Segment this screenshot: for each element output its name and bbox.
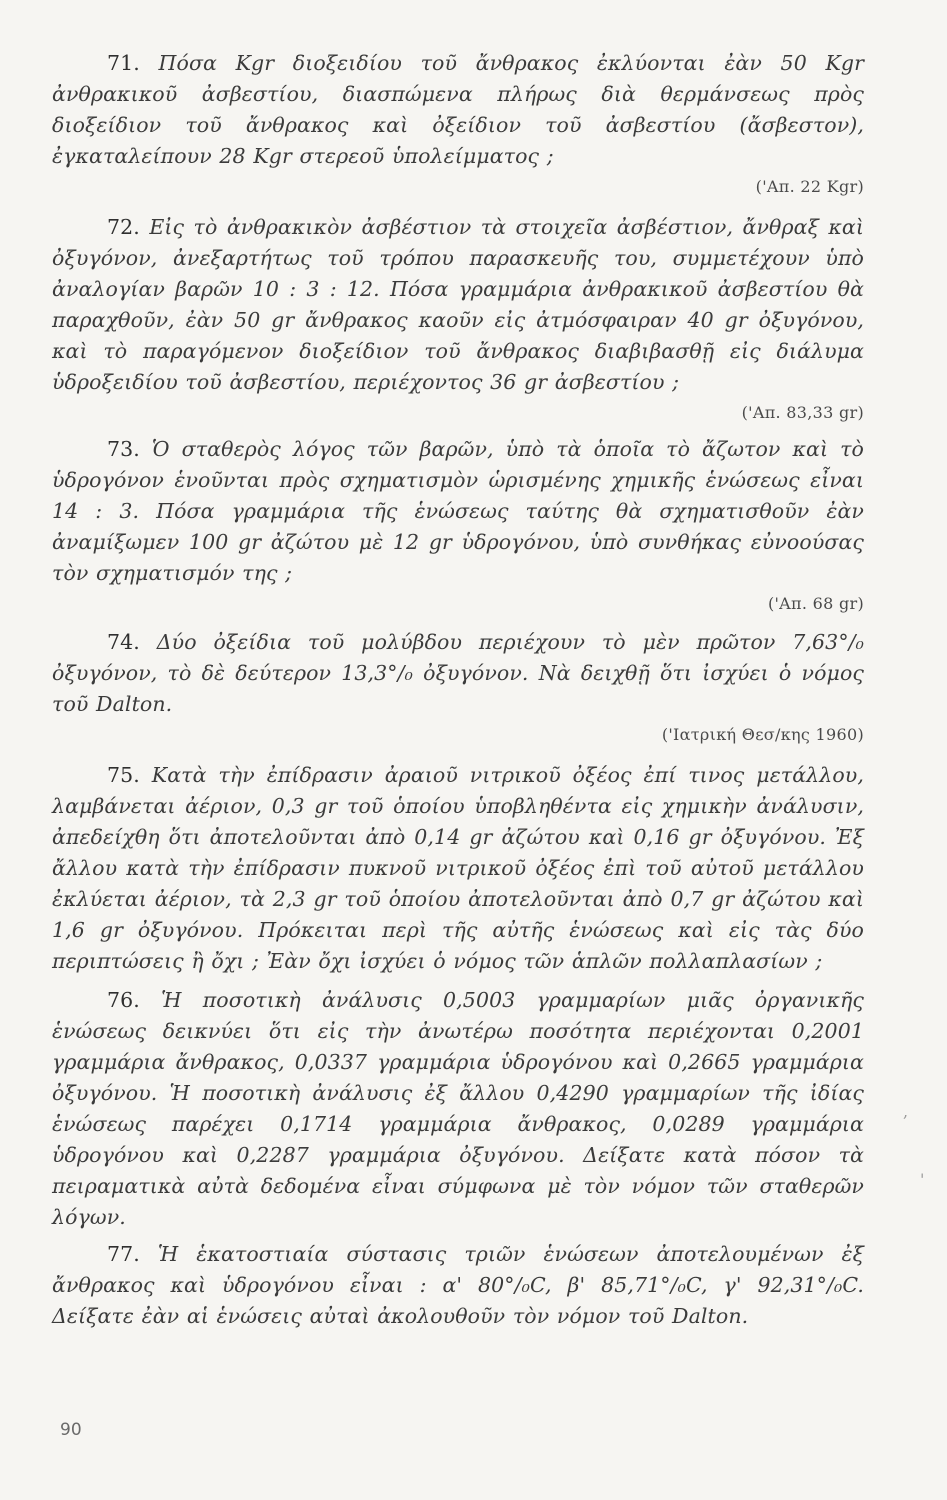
- problem-number: 75.: [107, 763, 140, 787]
- problem-statement: Ἡ ἑκατοστιαία σύστασις τριῶν ἑνώσεων ἀποτελουμένων ἐξ ἄνθρακος καὶ ὑδρογόνου εἶναι : α' 80°/₀C, β' 85,71°/₀C, γ' 92,31°/₀C. Δείξατε ἐὰν αἱ ἑνώσεις αὐταὶ ἀκολουθοῦν τὸν νόμον τοῦ Dalton.: [52, 1242, 865, 1328]
- problem-number: 71.: [107, 51, 140, 75]
- problem-number: 76.: [107, 988, 140, 1012]
- problem-answer: ('Απ. 83,33 gr): [741, 403, 864, 422]
- problem-number: 73.: [107, 437, 140, 461]
- problem-source: ('Ιατρική Θεσ/κης 1960): [661, 725, 864, 744]
- problem-73: [52, 434, 864, 619]
- problem-76: [52, 985, 864, 1233]
- problem-text: [52, 760, 864, 977]
- problem-number: 72.: [107, 215, 140, 239]
- problem-71: [52, 48, 864, 202]
- page-number: 90: [60, 1420, 82, 1440]
- problem-72: [52, 212, 864, 428]
- problem-text: [52, 1239, 864, 1332]
- problem-text: [52, 985, 864, 1233]
- problem-statement: Δύο ὀξείδια τοῦ μολύβδου περιέχουν τὸ μὲν πρῶτον 7,63°/₀ ὀξυγόνον, τὸ δὲ δεύτερον 13,3°/₀ ὀξυγόνον. Νὰ δειχθῇ ὅτι ἰσχύει ὁ νόμος τοῦ Dalton.: [52, 630, 864, 716]
- problem-text: [52, 48, 864, 172]
- problem-75: [52, 760, 864, 977]
- problem-77: [52, 1239, 864, 1332]
- problem-statement: Ὁ σταθερὸς λόγος τῶν βαρῶν, ὑπὸ τὰ ὁποῖα τὸ ἄζωτον καὶ τὸ ὑδρογόνον ἑνοῦνται πρὸς σχηματισμὸν ὡρισμένης χημικῆς ἑνώσεως εἶναι 14 : 3. Πόσα γραμμάρια τῆς ἑνώσεως ταύτης θὰ σχηματισθοῦν ἐὰν ἀναμίξωμεν 100 gr ἀζώτου μὲ 12 gr ὑδρογόνου, ὑπὸ συνθήκας εὐνοούσας τὸν σχηματισμόν της ;: [52, 437, 864, 585]
- problem-statement: Κατὰ τὴν ἐπίδρασιν ἀραιοῦ νιτρικοῦ ὀξέος ἐπί τινος μετάλλου, λαμβάνεται ἀέριον, 0,3 gr τοῦ ὁποίου ὑποβληθέντα εἰς χημικὴν ἀνάλυσιν, ἀπεδείχθη ὅτι ἀποτελοῦνται ἀπὸ 0,14 gr ἀζώτου καὶ 0,16 gr ὀξυγόνου. Ἐξ ἄλλου κατὰ τὴν ἐπίδρασιν πυκνοῦ νιτρικοῦ ὀξέος ἐπὶ τοῦ αὐτοῦ μετάλλου ἐκλύεται ἀέριον, τὰ 2,3 gr τοῦ ὁποίου ἀποτελοῦνται ἀπὸ 0,7 gr ἀζώτου καὶ 1,6 gr ὀξυγόνου. Πρόκειται περὶ τῆς αὐτῆς ἑνώσεως καὶ εἰς τὰς δύο περιπτώσεις ἢ ὄχι ; Ἐὰν ὄχι ἰσχύει ὁ νόμος τῶν ἁπλῶν πολλαπλασίων ;: [52, 763, 864, 973]
- problem-statement: Εἰς τὸ ἀνθρακικὸν ἀσβέστιον τὰ στοιχεῖα ἀσβέστιον, ἄνθραξ καὶ ὀξυγόνον, ἀνεξαρτήτως τοῦ τρόπου παρασκευῆς του, συμμετέχουν ὑπὸ ἀναλογίαν βαρῶν 10 : 3 : 12. Πόσα γραμμάρια ἀνθρακικοῦ ἀσβεστίου θὰ παραχθοῦν, ἐὰν 50 gr ἄνθρακος καοῦν εἰς ἀτμόσφαιραν 40 gr ὀξυγόνου, καὶ τὸ παραγόμενον διοξείδιον τοῦ ἄνθρακος διαβιβασθῇ εἰς διάλυμα ὑδροξειδίου τοῦ ἀσβεστίου, περιέχοντος 36 gr ἀσβεστίου ;: [52, 215, 864, 394]
- margin-mark: ': [920, 1170, 925, 1189]
- problem-statement: Πόσα Kgr διοξειδίου τοῦ ἄνθρακος ἐκλύονται ἐὰν 50 Kgr ἀνθρακικοῦ ἀσβεστίου, διασπώμενα πλήρως διὰ θερμάνσεως πρὸς διοξείδιον τοῦ ἄνθρακος καὶ ὀξείδιον τοῦ ἀσβεστίου (ἄσβεστον), ἐγκαταλείπουν 28 Kgr στερεοῦ ὑπολείμματος ;: [52, 51, 864, 168]
- problem-statement: Ἡ ποσοτικὴ ἀνάλυσις 0,5003 γραμμαρίων μιᾶς ὀργανικῆς ἑνώσεως δεικνύει ὅτι εἰς τὴν ἀνωτέρω ποσότητα περιέχονται 0,2001 γραμμάρια ἄνθρακος, 0,0337 γραμμάρια ὑδρογόνου καὶ 0,2665 γραμμάρια ὀξυγόνου. Ἡ ποσοτικὴ ἀνάλυσις ἐξ ἄλλου 0,4290 γραμμαρίων τῆς ἰδίας ἑνώσεως παρέχει 0,1714 γραμμάρια ἄνθρακος, 0,0289 γραμμάρια ὑδρογόνου καὶ 0,2287 γραμμάρια ὀξυγόνου. Δείξατε κατὰ πόσον τὰ πειραματικὰ αὐτὰ δεδομένα εἶναι σύμφωνα μὲ τὸν νόμον τῶν σταθερῶν λόγων.: [52, 988, 864, 1229]
- problem-text: [52, 212, 864, 398]
- margin-mark: ,: [903, 1102, 909, 1121]
- problem-answer: ('Απ. 22 Kgr): [755, 177, 864, 196]
- page-body: [52, 48, 864, 1332]
- problem-number: 74.: [107, 630, 140, 654]
- problem-text: [52, 627, 864, 720]
- problem-number: 77.: [107, 1242, 140, 1266]
- problem-text: [52, 434, 864, 589]
- problem-74: [52, 627, 864, 750]
- problem-answer: ('Απ. 68 gr): [767, 594, 864, 613]
